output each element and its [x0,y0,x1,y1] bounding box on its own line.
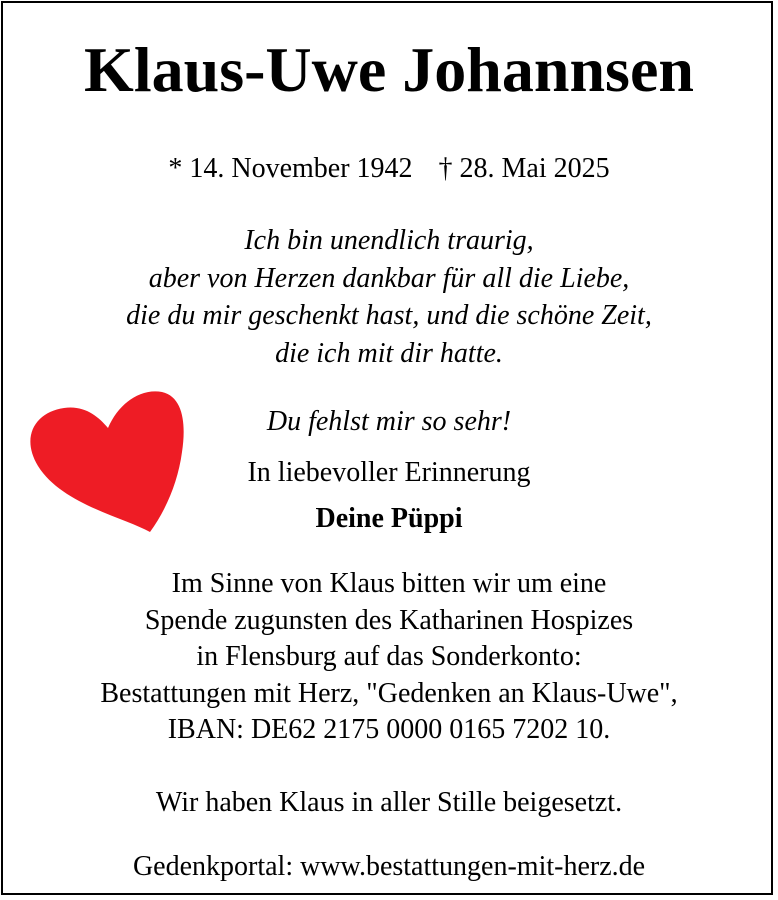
donation-line: Spende zugunsten des Katharinen Hospizes [144,604,634,636]
poem [0,222,778,372]
poem-line: die ich mit dir hatte. [275,337,503,369]
miss-line: Du fehlst mir so sehr! [266,406,512,437]
memory-line: In liebevoller Erinnerung [247,457,531,488]
birth-date: * 14. November 1942 [168,153,413,184]
burial-line: Wir haben Klaus in aller Stille beigesetzt. [155,787,623,818]
deceased-name: Klaus-Uwe Johannsen [84,34,694,105]
poem-line: Ich bin unendlich traurig, [244,225,534,256]
donation-text [0,566,778,749]
donation-line: Bestattungen mit Herz, "Gedenken an Klaus-Uwe", [100,677,678,709]
poem-line: aber von Herzen dankbar für all die Liebe, [148,262,630,294]
poem-line: die du mir geschenkt hast, und die schöne Zeit, [126,300,652,331]
donation-line: Im Sinne von Klaus bitten wir um eine [171,568,607,599]
iban-line: IBAN: DE62 2175 0000 0165 7202 10. [167,714,611,745]
life-dates [0,152,778,186]
death-date: † 28. Mai 2025 [438,153,610,184]
donation-line: in Flensburg auf das Sonderkonto: [196,641,582,672]
memorial-portal-line: Gedenkportal: www.bestattungen-mit-herz.de [132,851,646,882]
signature: Deine Püppi [315,503,463,534]
